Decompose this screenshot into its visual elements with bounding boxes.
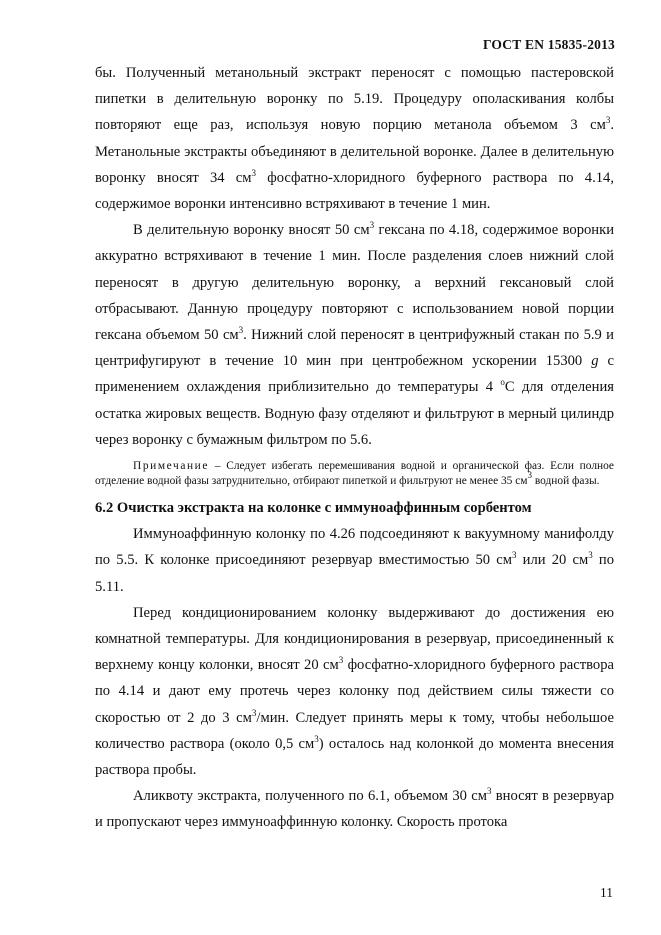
paragraph-methanol-extract	[95, 60, 614, 217]
note-block	[95, 459, 614, 489]
superscript-3: 3	[251, 167, 257, 178]
superscript-3: 3	[238, 325, 244, 336]
superscript-3: 3	[369, 220, 375, 231]
text-run: . Метанольные экстракты объединяют в делительной воронке. Далее в делительную воронку вносят 34 см	[95, 117, 614, 186]
superscript-3: 3	[314, 733, 319, 744]
text-run: фосфатно-хлоридного буферного раствора по 4.14, содержимое воронки интенсивно встряхивают в течение 1 мин.	[95, 169, 614, 213]
text-run: Иммуноаффинную колонку по 4.26 подсоединяют к вакуумному манифолду по 5.5. К колонке присоединяют резервуар вместимостью 50 см	[95, 526, 614, 569]
text-run: гексана по 4.18, содержимое воронки аккуратно встряхивают в течение 1 мин. После разделения слоев нижний слой переносят в другую делительную воронку, а верхний гексановый слой отбрасывают. Данную процедуру повторяют с использованием новой порции гексана объемом 50 см	[95, 222, 615, 344]
text-run: водной фазы.	[531, 475, 600, 488]
g-force-symbol: g	[591, 353, 599, 370]
superscript-3: 3	[527, 470, 532, 481]
text-run: бы. Полученный метанольный экстракт переносят с помощью пастеровской пипетки в делительную воронку по 5.19. Процедуру ополаскивания колбы повторяют еще раз, используя новую порцию метанола объемом 3 см	[95, 65, 614, 134]
document-body	[95, 60, 614, 836]
degree-symbol: o	[500, 377, 505, 388]
page-number: 11	[600, 885, 613, 900]
paragraph-aliquot	[95, 783, 614, 835]
text-run: – Следует избегать перемешивания водной и органической фаз. Если полное отделение водной фазы затруднительно, отбирают пипеткой и фильтруют не менее 35 см	[95, 460, 614, 488]
text-run: C для отделения остатка жировых веществ. Водную фазу отделяют и фильтруют в мерный цилиндр через воронку с бумажным фильтром по 5.6.	[95, 379, 614, 448]
text-run: ) осталось над колонкой до момента внесения раствора пробы.	[95, 735, 614, 779]
text-run: фосфатно-хлоридного буферного раствора по 4.14 и дают ему протечь через колонку под действием силы тяжести со скоростью от 2 до 3 см	[95, 657, 614, 726]
paragraph-column-connect	[95, 521, 614, 600]
superscript-3: 3	[588, 550, 593, 561]
text-run: по 5.11.	[95, 552, 615, 595]
text-run: Аликвоту экстракта, полученного по 6.1, объемом 30 см	[133, 788, 487, 805]
paragraph-hexane-wash	[95, 217, 614, 453]
superscript-3: 3	[338, 655, 344, 666]
text-run: или 20 см	[516, 552, 589, 569]
paragraph-conditioning	[95, 600, 614, 783]
text-run: . Нижний слой переносят в центрифужный стакан по 5.9 и центрифугируют в течение 10 мин при центробежном ускорении 15300	[95, 327, 614, 370]
section-heading: 6.2 Очистка экстракта на колонке с иммуноаффинным сорбентом	[95, 500, 532, 517]
superscript-3: 3	[251, 707, 257, 718]
superscript-3: 3	[511, 550, 517, 561]
standard-code-header: ГОСТ EN 15835-2013	[482, 37, 615, 52]
text-run: В делительную воронку вносят 50 см	[133, 222, 370, 239]
text-run: /мин. Следует принять меры к тому, чтобы небольшое количество раствора (около 0,5 см	[95, 709, 614, 752]
text-run: Перед кондиционированием колонку выдерживают до достижения ею комнатной температуры. Для кондиционирования в резервуар, присоединенный к верхнему концу колонки, вносят 20 см	[95, 604, 614, 674]
text-run: вносят в резервуар и пропускают через иммуноаффинную колонку. Скорость протока	[95, 788, 614, 831]
superscript-3: 3	[605, 115, 611, 126]
text-run: с применением охлаждения приблизительно до температуры 4	[95, 353, 614, 396]
superscript-3: 3	[486, 786, 492, 797]
note-label: Примечание	[133, 460, 210, 473]
